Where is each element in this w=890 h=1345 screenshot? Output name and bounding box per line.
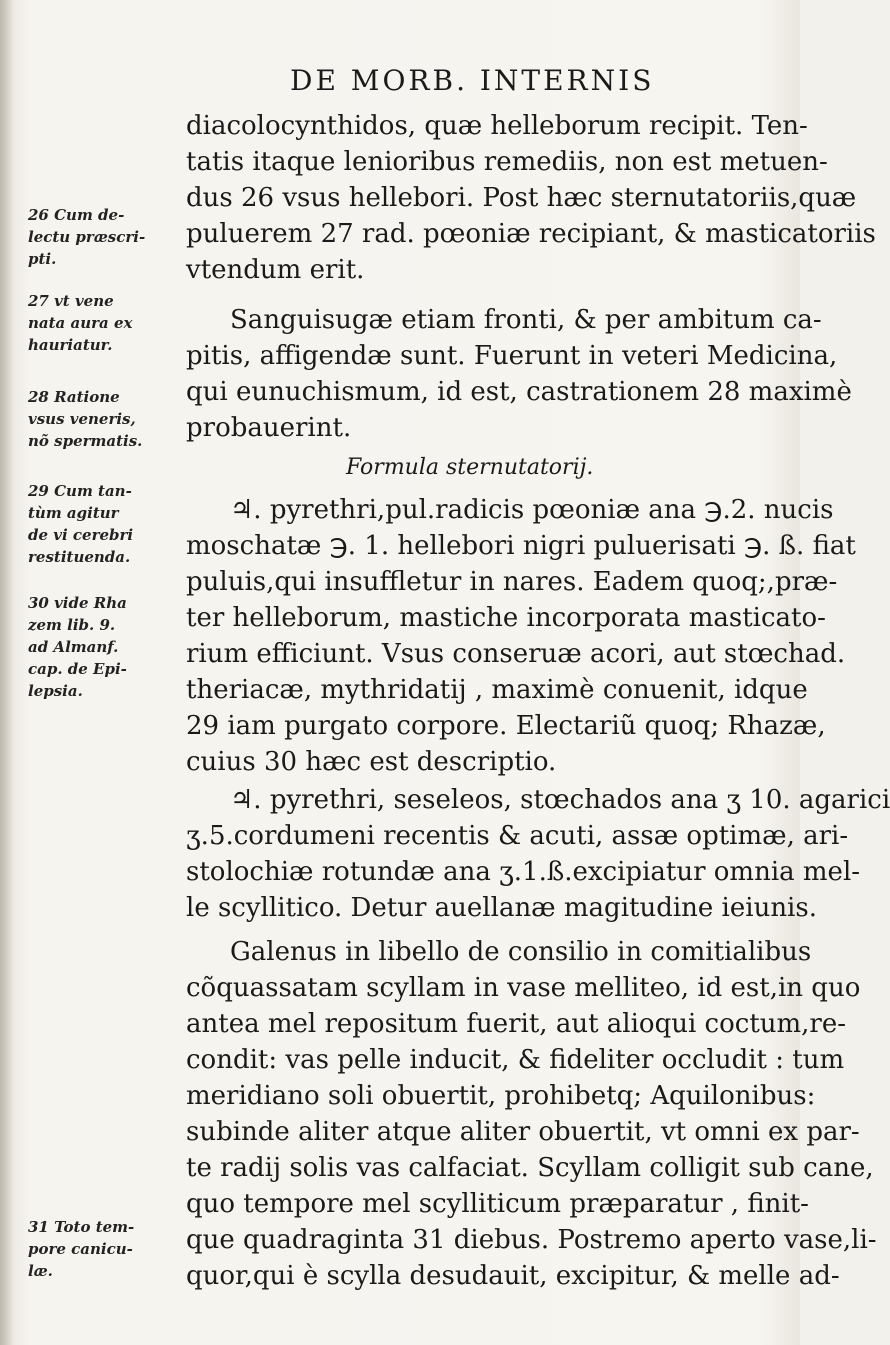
- section-heading: Formula sternutatorij.: [346, 455, 594, 480]
- margin-note: pore canicu-: [28, 1240, 133, 1258]
- margin-note: 28 Ratione: [28, 388, 120, 406]
- text-line: te radij solis vas calfaciat. Scyllam colligit sub cane,: [186, 1153, 874, 1183]
- text-line: Galenus in libello de consilio in comitialibus: [230, 937, 812, 967]
- margin-note: 29 Cum tan-: [28, 482, 132, 500]
- text-line: moschatæ ℈. 1. hellebori nigri puluerisati ℈. ß. fiat: [186, 531, 856, 561]
- text-line: Sanguisugæ etiam fronti, & per ambitum ca-: [230, 305, 822, 335]
- text-line: cuius 30 hæc est descriptio.: [186, 747, 557, 777]
- text-line: qui eunuchismum, id est, castrationem 28 maximè: [186, 377, 852, 407]
- margin-note: 30 vide Rha: [28, 594, 127, 612]
- text-line: ♃. pyrethri, seseleos, stœchados ana ʒ 10. agarici: [230, 785, 890, 815]
- margin-note: de vi cerebri: [28, 526, 134, 544]
- margin-note: nõ spermatis.: [28, 432, 143, 450]
- gutter-shadow: [0, 0, 14, 1345]
- text-line: pitis, affigendæ sunt. Fuerunt in veteri Medicina,: [186, 341, 838, 371]
- text-line: meridiano soli obuertit, prohibetq; Aquilonibus:: [186, 1081, 816, 1111]
- text-line: tatis itaque lenioribus remediis, non est metuen-: [186, 147, 828, 177]
- text-line: stolochiæ rotundæ ana ʒ.1.ß.excipiatur omnia mel-: [186, 857, 861, 887]
- text-line: condit: vas pelle inducit, & fideliter occludit : tum: [186, 1045, 845, 1075]
- text-line: rium efficiunt. Vsus conseruæ acori, aut stœchad.: [186, 639, 846, 669]
- text-line: ʒ.5.cordumeni recentis & acuti, assæ optimæ, ari-: [186, 821, 849, 851]
- text-line: probauerint.: [186, 413, 352, 443]
- margin-note: vsus veneris,: [28, 410, 136, 428]
- margin-note: lepsia.: [28, 682, 83, 700]
- margin-note: hauriatur.: [28, 336, 113, 354]
- margin-note: tùm agitur: [28, 504, 119, 522]
- text-line: theriacæ, mythridatij , maximè conuenit, idque: [186, 675, 808, 705]
- text-line: quor,qui è scylla desudauit, excipitur, & melle ad-: [186, 1261, 840, 1291]
- margin-note: ad Almanf.: [28, 638, 119, 656]
- text-line: antea mel repositum fuerit, aut alioqui coctum,re-: [186, 1009, 847, 1039]
- text-line: puluis,qui insuffletur in nares. Eadem quoq;,præ-: [186, 567, 838, 597]
- text-line: 29 iam purgato corpore. Electariũ quoq; Rhazæ,: [186, 711, 826, 741]
- running-header: DE MORB. INTERNIS: [290, 64, 655, 97]
- text-line: puluerem 27 rad. pœoniæ recipiant, & masticatoriis: [186, 219, 876, 249]
- margin-note: nata aura ex: [28, 314, 133, 332]
- margin-note: 26 Cum de-: [28, 206, 125, 224]
- text-line: vtendum erit.: [186, 255, 365, 285]
- margin-note: læ.: [28, 1262, 53, 1280]
- margin-note: cap. de Epi-: [28, 660, 127, 678]
- text-line: diacolocynthidos, quæ helleborum recipit. Ten-: [186, 111, 808, 141]
- margin-note: zem lib. 9.: [28, 616, 116, 634]
- margin-note: restituenda.: [28, 548, 131, 566]
- margin-note: pti.: [28, 250, 57, 268]
- margin-note: 27 vt vene: [28, 292, 114, 310]
- margin-note: 31 Toto tem-: [28, 1218, 135, 1236]
- text-line: que quadraginta 31 diebus. Postremo aperto vase,li-: [186, 1225, 877, 1255]
- text-line: quo tempore mel scylliticum præparatur , finit-: [186, 1189, 809, 1219]
- text-line: ter helleborum, mastiche incorporata masticato-: [186, 603, 826, 633]
- text-line: ♃. pyrethri,pul.radicis pœoniæ ana ℈.2. nucis: [230, 495, 834, 525]
- margin-note: lectu præscri-: [28, 228, 146, 246]
- text-line: dus 26 vsus hellebori. Post hæc sternutatoriis,quæ: [186, 183, 857, 213]
- text-line: cõquassatam scyllam in vase melliteo, id est,in quo: [186, 973, 861, 1003]
- text-line: le scyllitico. Detur auellanæ magitudine ieiunis.: [186, 893, 817, 923]
- text-line: subinde aliter atque aliter obuertit, vt omni ex par-: [186, 1117, 860, 1147]
